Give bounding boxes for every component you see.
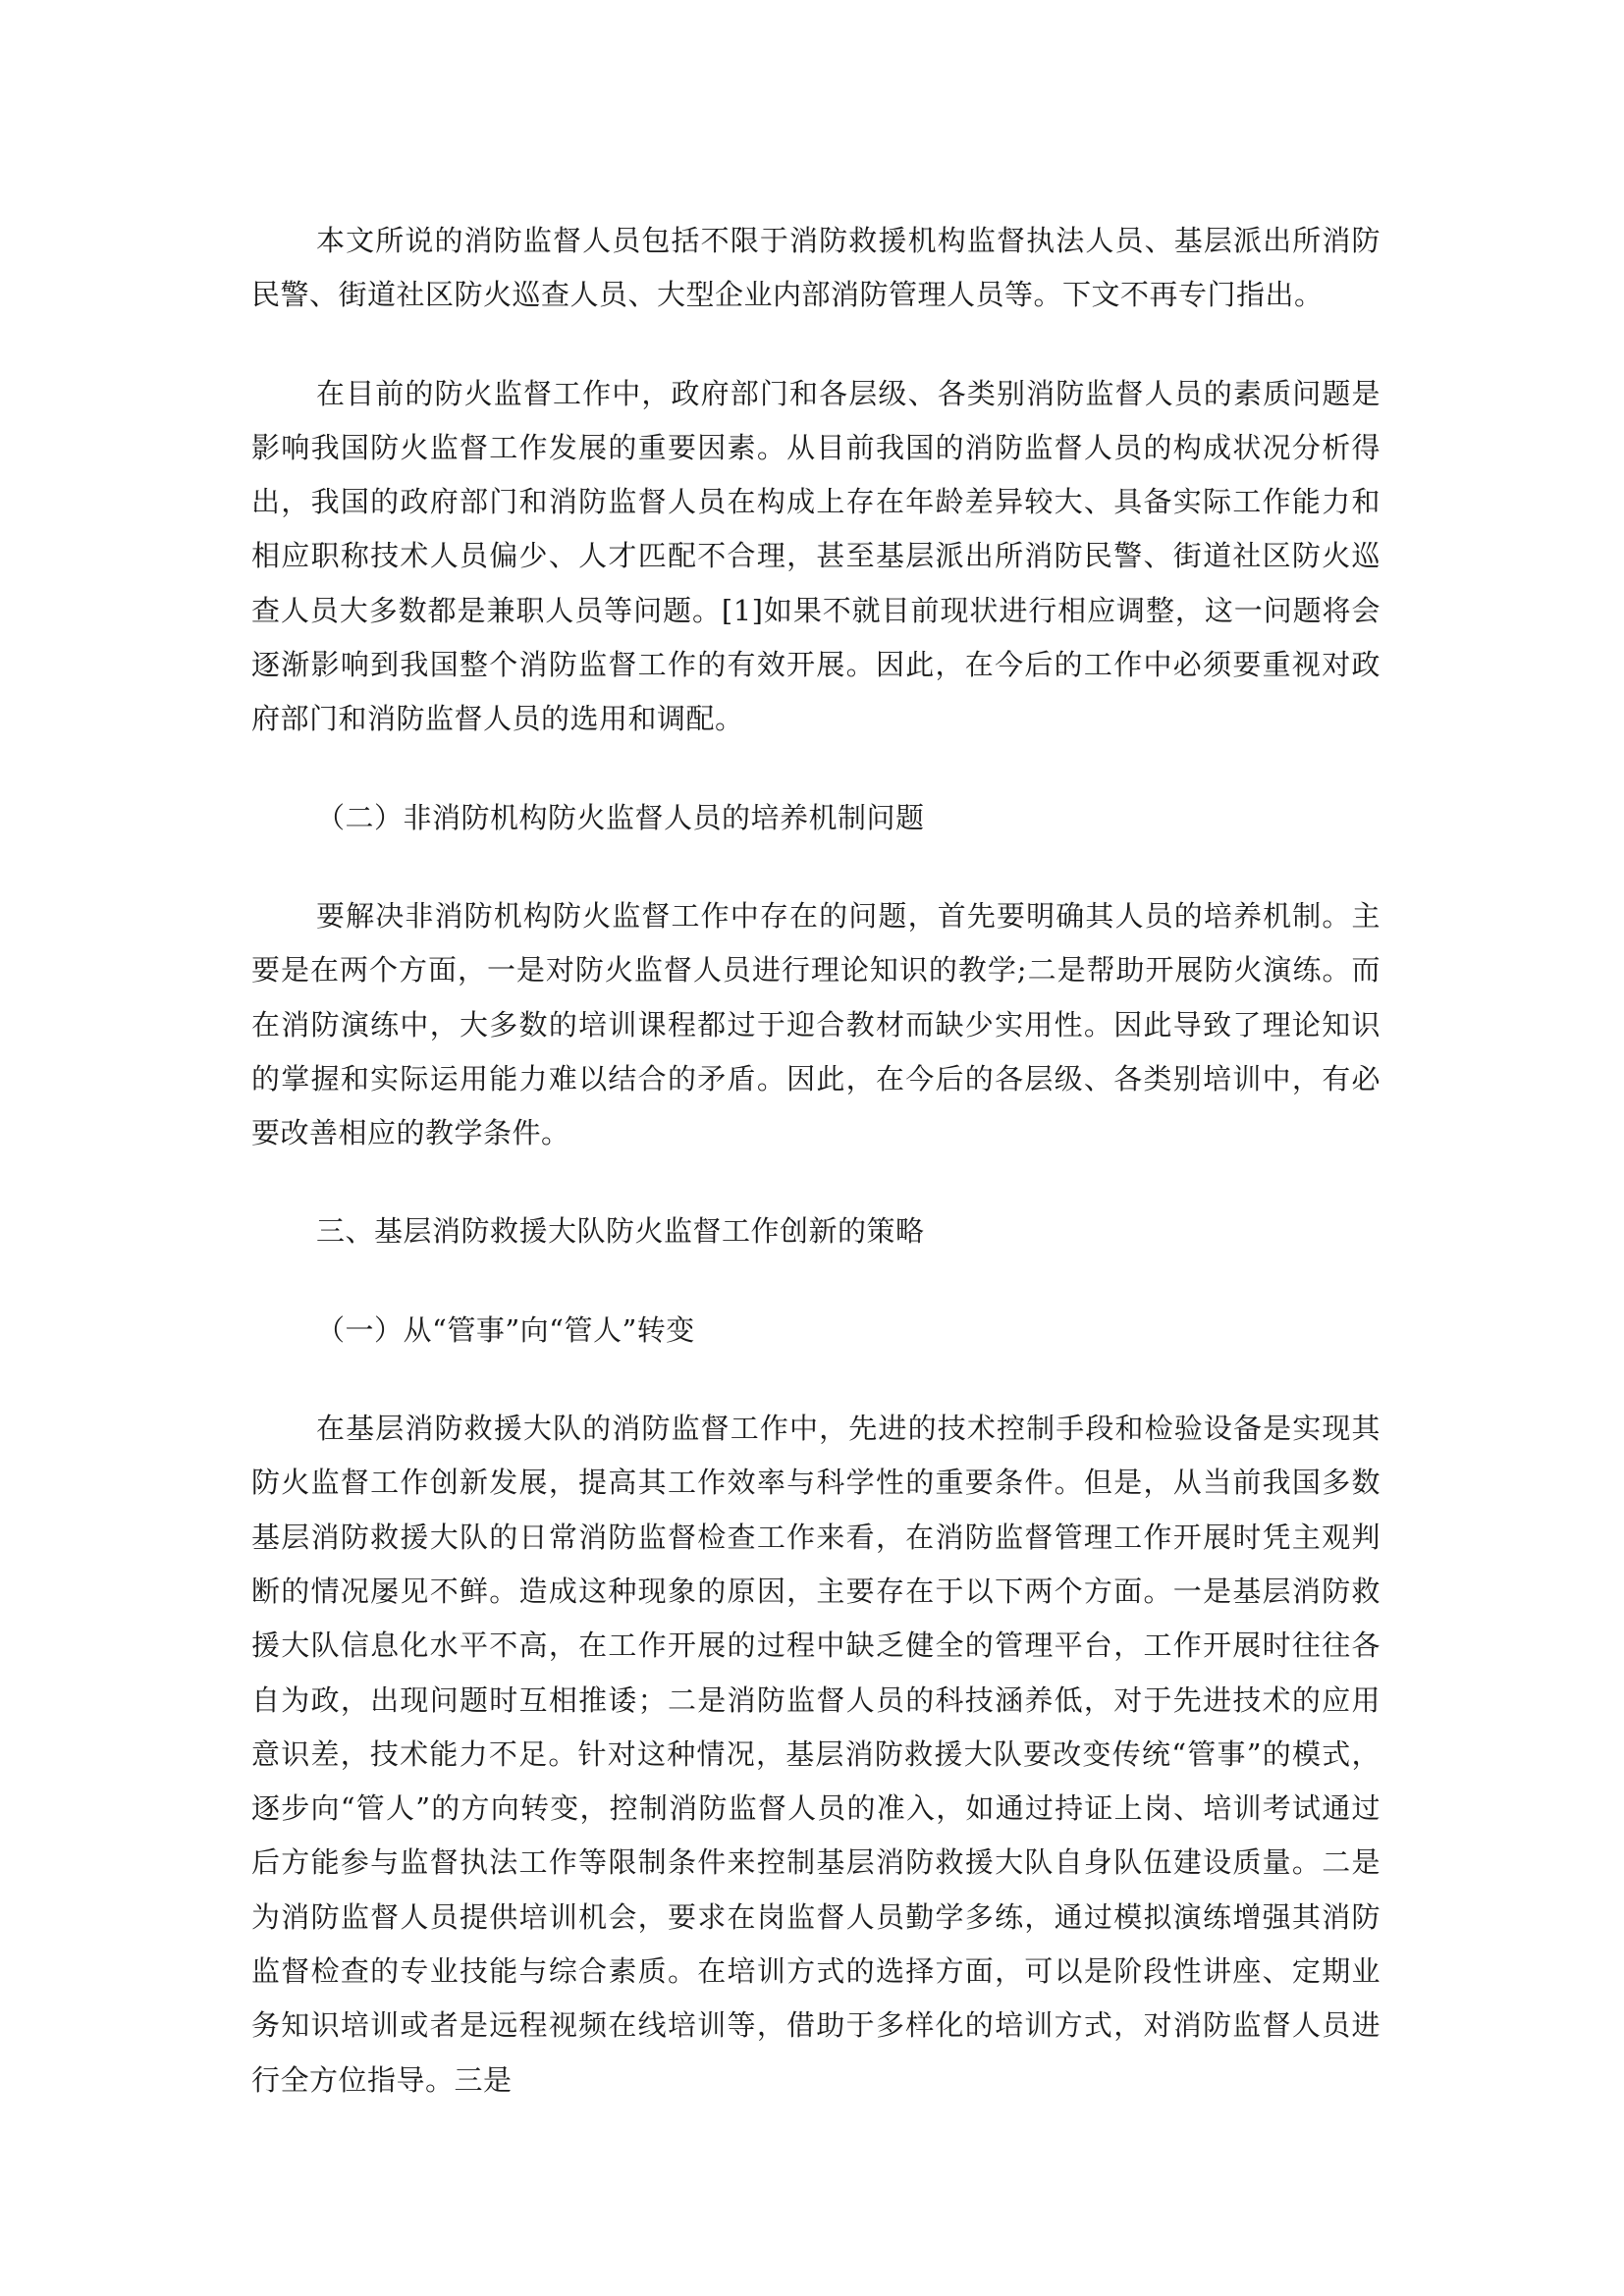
- subheading-training-mechanism: （二）非消防机构防火监督人员的培养机制问题: [316, 800, 925, 834]
- paragraph-personnel-quality: 在目前的防火监督工作中，政府部门和各层级、各类别消防监督人员的素质问题是影响我国防火监督工作发展的重要因素。从目前我国的消防监督人员的构成状况分析得出，我国的政府部门和消防监督人员在构成上存在年龄差异较大、具备实际工作能力和相应职称技术人员偏少、人才匹配不合理，甚至基层派出所消防民警、街道社区防火巡查人员大多数都是兼职人员等问题。[1]如果不就目前现状进行相应调整，这一问题将会逐渐影响到我国整个消防监督工作的有效开展。因此，在今后的工作中必须要重视对政府部门和消防监督人员的选用和调配。: [251, 376, 1380, 736]
- document-body: [251, 214, 1380, 2108]
- section-heading-strategies: 三、基层消防救援大队防火监督工作创新的策略: [316, 1214, 925, 1249]
- paragraph-training-mechanism: 要解决非消防机构防火监督工作中存在的问题，首先要明确其人员的培养机制。主要是在两个方面，一是对防火监督人员进行理论知识的教学;二是帮助开展防火演练。而在消防演练中，大多数的培训课程都过于迎合教材而缺少实用性。因此导致了理论知识的掌握和实际运用能力难以结合的矛盾。因此，在今后的各层级、各类别培训中，有必要改善相应的教学条件。: [251, 898, 1380, 1150]
- paragraph-scope: 本文所说的消防监督人员包括不限于消防救援机构监督执法人员、基层派出所消防民警、街道社区防火巡查人员、大型企业内部消防管理人员等。下文不再专门指出。: [251, 224, 1380, 312]
- paragraph-manage-people: 在基层消防救援大队的消防监督工作中，先进的技术控制手段和检验设备是实现其防火监督工作创新发展，提高其工作效率与科学性的重要条件。但是，从当前我国多数基层消防救援大队的日常消防监督检查工作来看，在消防监督管理工作开展时凭主观判断的情况屡见不鲜。造成这种现象的原因，主要存在于以下两个方面。一是基层消防救援大队信息化水平不高，在工作开展的过程中缺乏健全的管理平台，工作开展时往往各自为政，出现问题时互相推诿；二是消防监督人员的科技涵养低，对于先进技术的应用意识差，技术能力不足。针对这种情况，基层消防救援大队要改变传统“管事”的模式，逐步向“管人”的方向转变，控制消防监督人员的准入，如通过持证上岗、培训考试通过后方能参与监督执法工作等限制条件来控制基层消防救援大队自身队伍建设质量。二是为消防监督人员提供培训机会，要求在岗监督人员勤学多练，通过模拟演练增强其消防监督检查的专业技能与综合素质。在培训方式的选择方面，可以是阶段性讲座、定期业务知识培训或者是远程视频在线培训等，借助于多样化的培训方式，对消防监督人员进行全方位指导。三是: [251, 1412, 1380, 2097]
- subheading-manage-people: （一）从“管事”向“管人”转变: [316, 1312, 695, 1347]
